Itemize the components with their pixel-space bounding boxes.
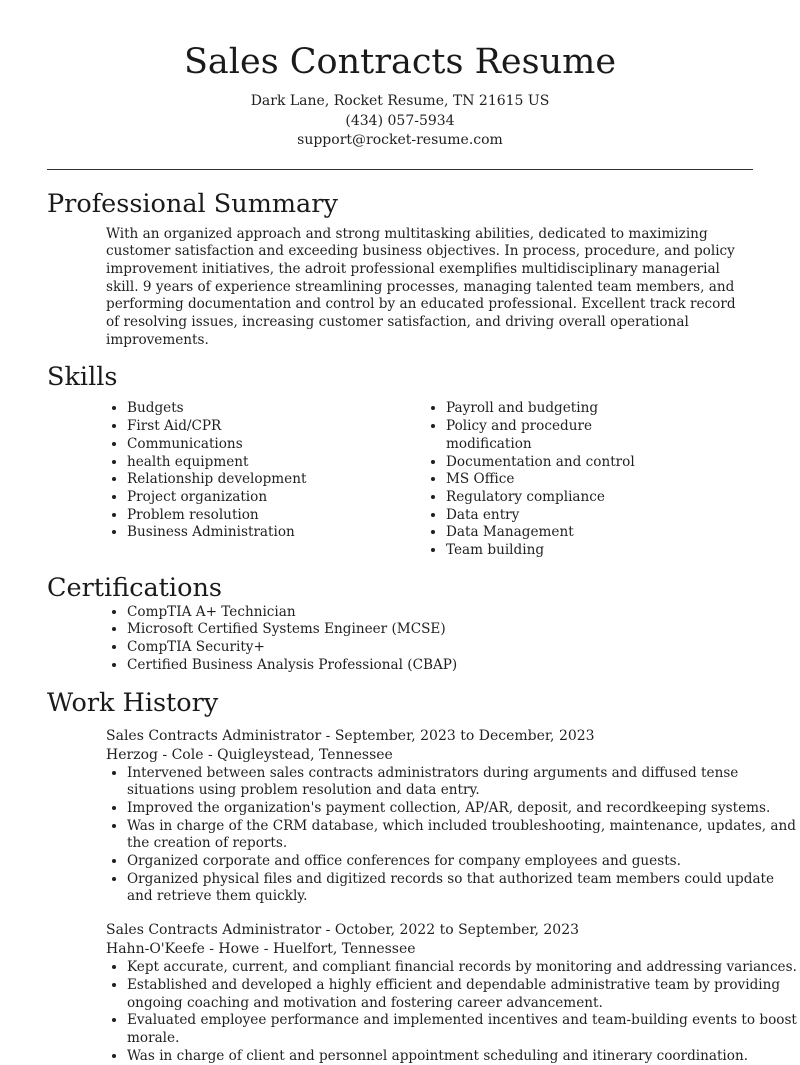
skill-item: • Data Management bbox=[446, 524, 638, 542]
skill-item: • Project organization bbox=[127, 489, 319, 507]
certification-item: • CompTIA Security+ bbox=[127, 639, 800, 657]
job-role: Sales Contracts Administrator bbox=[106, 922, 322, 939]
header-divider bbox=[47, 169, 753, 170]
job-duty: • Kept accurate, current, and compliant financial records by monitoring and addressing variances. bbox=[127, 959, 800, 977]
job-duty: • Intervened between sales contracts administrators during arguments and diffused tense situations using problem resolution and data entry. bbox=[127, 765, 800, 800]
job-role-line bbox=[106, 921, 800, 940]
job-dates: - October, 2022 to September, 2023 bbox=[321, 922, 580, 939]
skill-item: • Data entry bbox=[446, 507, 638, 525]
job-duty: • Improved the organization's payment collection, AP/AR, deposit, and recordkeeping systems. bbox=[127, 800, 800, 818]
contact-address: Dark Lane, Rocket Resume, TN 21615 US bbox=[250, 93, 550, 109]
skills-column-2 bbox=[319, 400, 638, 559]
certification-item: • Certified Business Analysis Professional (CBAP) bbox=[127, 657, 800, 675]
job-company-line bbox=[106, 940, 800, 959]
job-dates: - September, 2023 to December, 2023 bbox=[321, 727, 595, 744]
skill-item: • Documentation and control bbox=[446, 454, 638, 472]
skill-item: • First Aid/CPR bbox=[127, 418, 319, 436]
job-duty: • Evaluated employee performance and implemented incentives and team-building events to boost morale. bbox=[127, 1012, 800, 1047]
work-history-heading: Work History bbox=[47, 687, 219, 718]
job-role: Sales Contracts Administrator bbox=[106, 727, 322, 744]
job-company-line bbox=[106, 746, 800, 765]
certifications-heading: Certifications bbox=[47, 572, 222, 603]
job-duties-list bbox=[0, 959, 800, 1065]
job-duty: • Organized corporate and office conferences for company employees and guests. bbox=[127, 853, 800, 871]
job-company: Hahn-O'Keefe - Howe bbox=[106, 941, 260, 958]
skill-item: • Relationship development bbox=[127, 471, 319, 489]
skill-item: • Payroll and budgeting bbox=[446, 400, 638, 418]
skill-item: • Budgets bbox=[127, 400, 319, 418]
contact-phone: (434) 057-5934 bbox=[345, 112, 455, 129]
certification-item: • Microsoft Certified Systems Engineer (MCSE) bbox=[127, 621, 800, 639]
job-duty: • Was in charge of the CRM database, which included troubleshooting, maintenance, updates, and the creation of reports. bbox=[127, 818, 800, 853]
certification-item: • CompTIA A+ Technician bbox=[127, 604, 800, 622]
skills-column-1 bbox=[0, 400, 319, 559]
contact-email: support@rocket-resume.com bbox=[297, 132, 503, 148]
job-duty: • Organized physical files and digitized records so that authorized team members could update and retrieve them quickly. bbox=[127, 871, 800, 906]
skills-heading: Skills bbox=[47, 362, 118, 393]
job-duty: • Established and developed a highly efficient and dependable administrative team by providing ongoing coaching and motivation and fostering career advancement. bbox=[127, 977, 800, 1012]
skill-item: • Regulatory compliance bbox=[446, 489, 638, 507]
skill-item: • Communications bbox=[127, 436, 319, 454]
job-location: - Quigleystead, Tennessee bbox=[203, 746, 393, 763]
job-role-line bbox=[106, 727, 800, 746]
skill-item: • Team building bbox=[446, 542, 638, 560]
job-duties-list bbox=[0, 765, 800, 907]
skill-item: • Policy and procedure modification bbox=[446, 418, 638, 453]
summary-heading: Professional Summary bbox=[47, 188, 338, 219]
skill-item: • Problem resolution bbox=[127, 507, 319, 525]
job-company: Herzog - Cole bbox=[106, 746, 204, 763]
skill-item: • Business Administration bbox=[127, 524, 319, 542]
job-location: - Huelfort, Tennessee bbox=[259, 941, 416, 958]
certifications-list bbox=[0, 604, 800, 675]
job-entry bbox=[106, 921, 800, 959]
summary-text: With an organized approach and strong multitasking abilities, dedicated to maximizing customer satisfaction and exceeding business objectives. In process, procedure, and policy improvement initiatives, the adroit professional exemplifies multidisciplinary managerial skill. 9 years of experience streamlining processes, managing talented team members, and performing documentation and control by an educated professional. Excellent track record of resolving issues, increasing customer satisfaction, and driving overall operational improvements. bbox=[106, 225, 736, 348]
skill-item: • health equipment bbox=[127, 454, 319, 472]
resume-header bbox=[0, 0, 800, 151]
contact-block bbox=[0, 92, 800, 151]
resume-title: Sales Contracts Resume bbox=[183, 42, 617, 82]
job-duty: • Was in charge of client and personnel appointment scheduling and itinerary coordination. bbox=[127, 1048, 800, 1065]
job-entry bbox=[106, 727, 800, 765]
skills-list bbox=[0, 400, 800, 559]
skill-item: • MS Office bbox=[446, 471, 638, 489]
